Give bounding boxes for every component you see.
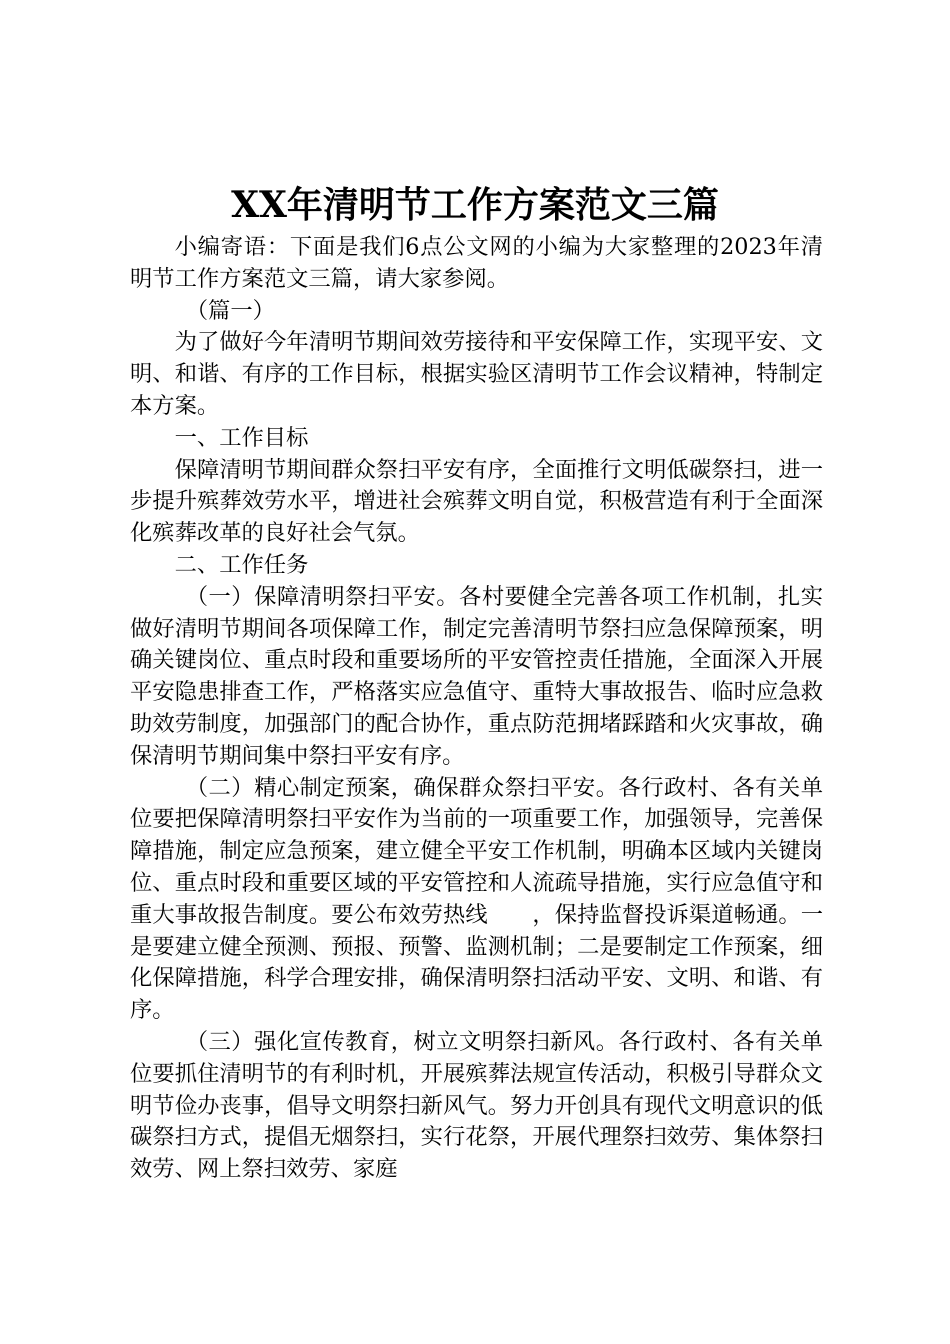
task-one-paragraph: （一）保障清明祭扫平安。各村要健全完善各项工作机制，扎实做好清明节期间各项保障工作，制定完善清明节祭扫应急保障预案，明确关键岗位、重点时段和重要场所的平安管控责任措施，全面深入开展平安隐患排查工作，严格落实应急值守、重特大事故报告、临时应急救助效劳制度，加强部门的配合协作，重点防范拥堵踩踏和火灾事故，确保清明节期间集中祭扫平安有序。 (130, 583, 823, 769)
heading-work-goals: 一、工作目标 (174, 424, 309, 451)
task-three-paragraph: （三）强化宣传教育，树立文明祭扫新风。各行政村、各有关单位要抓住清明节的有利时机，开展殡葬法规宣传活动，积极引导群众文明节俭办丧事，倡导文明祭扫新风气。努力开创具有现代文明意识的低碳祭扫方式，提倡无烟祭扫，实行花祭，开展代理祭扫效劳、集体祭扫效劳、网上祭扫效劳、家庭 (130, 1028, 823, 1183)
heading-work-tasks: 二、工作任务 (174, 551, 309, 578)
task-two-paragraph: （二）精心制定预案，确保群众祭扫平安。各行政村、各有关单位要把保障清明祭扫平安作为当前的一项重要工作，加强领导，完善保障措施，制定应急预案，建立健全平安工作机制，明确本区域内关键岗位、重点时段和重要区域的平安管控和人流疏导措施，实行应急值守和重大事故报告制度。要公布效劳热线 ，保持监督投诉渠道畅通。一是要建立健全预测、预报、预警、监测机制；二是要制定工作预案，细化保障措施，科学合理安排，确保清明祭扫活动平安、文明、和谐、有序。 (130, 774, 823, 1024)
intro-paragraph: 为了做好今年清明节期间效劳接待和平安保障工作，实现平安、文明、和谐、有序的工作目标，根据实验区清明节工作会议精神，特制定本方案。 (130, 329, 823, 419)
document-title: XX年清明节工作方案范文三篇 (231, 184, 719, 226)
section-label-part-one: （篇一） (185, 297, 275, 324)
editor-note-paragraph: 小编寄语：下面是我们6点公文网的小编为大家整理的2023年清明节工作方案范文三篇，请大家参阅。 (130, 234, 823, 292)
document-body (130, 232, 823, 1186)
work-goals-paragraph: 保障清明节期间群众祭扫平安有序，全面推行文明低碳祭扫，进一步提升殡葬效劳水平，增进社会殡葬文明自觉，积极营造有利于全面深化殡葬改革的良好社会气氛。 (130, 456, 823, 547)
